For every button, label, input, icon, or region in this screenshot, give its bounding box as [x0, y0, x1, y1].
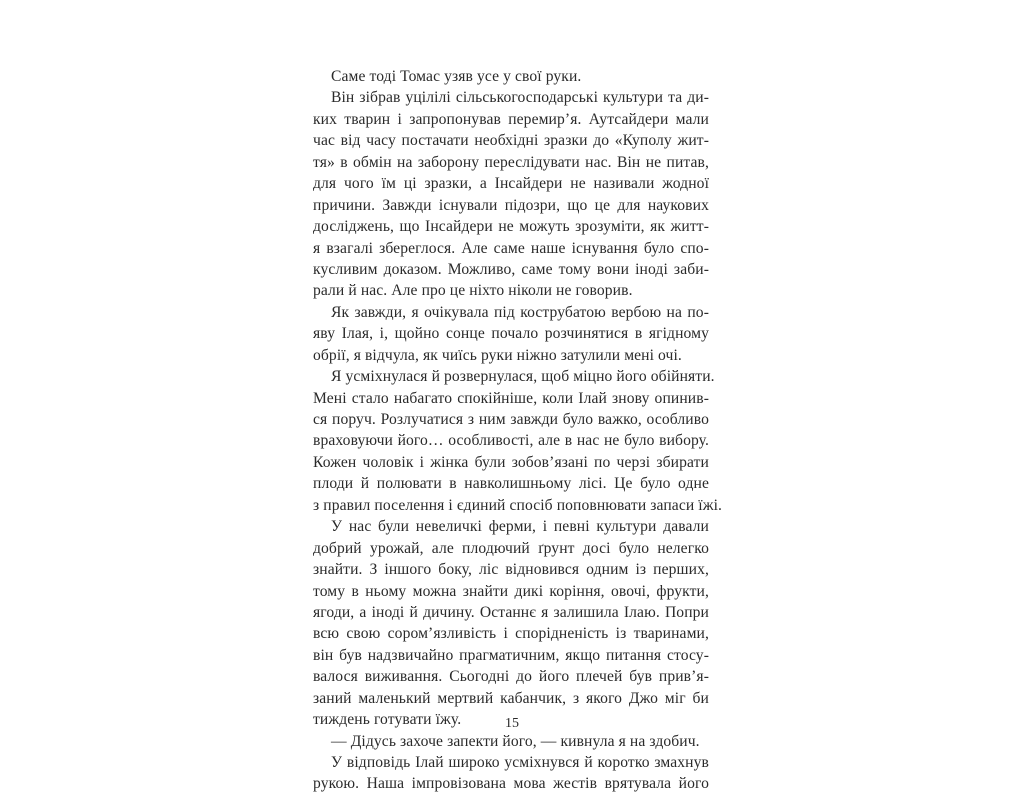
text-line: рукою. Наша імпровізована мова жестів врятувала його: [313, 775, 709, 793]
text-line: тому в ньому можна знайти дикі коріння, овочі, фрукти,: [313, 582, 709, 600]
text-line: досліджень, що Інсайдери не можуть зрозуміти, як житт-: [313, 218, 709, 236]
text-line: ягоди, а іноді й дичину. Останнє я залишила Ілаю. Попри: [313, 603, 709, 621]
text-line: ких тварин і запропонував перемир’я. Аутсайдери мали: [313, 110, 709, 128]
text-line: рали й нас. Але про це ніхто ніколи не говорив.: [313, 282, 633, 300]
text-line: Кожен чоловік і жінка були зобов’язані по черзі збирати: [313, 453, 709, 471]
text-line: час від часу постачати необхідні зразки до «Куполу жит-: [313, 132, 709, 150]
text-line: Він зібрав уцілілі сільськогосподарські культури та ди-: [331, 89, 709, 107]
text-line: з правил поселення і єдиний спосіб поповнювати запаси їжі.: [313, 496, 723, 514]
text-line: причини. Завжди існували підозри, що це для наукових: [313, 196, 709, 214]
text-line: для чого їм ці зразки, а Інсайдери не називали жодної: [313, 175, 709, 193]
text-line: всю свою сором’язливість і спорідненість із тваринами,: [313, 625, 709, 643]
text-line: заний маленький мертвий кабанчик, з якого Джо міг би: [313, 689, 709, 707]
text-line: У відповідь Ілай широко усміхнувся й коротко змахнув: [331, 754, 709, 771]
text-line: він був надзвичайно прагматичним, якщо питання стосу-: [313, 646, 709, 664]
text-line: добрий урожай, але плодючий ґрунт досі було нелегко: [313, 539, 709, 557]
text-line: враховуючи його… особливості, але в нас не було вибору.: [313, 432, 709, 450]
text-line: тя» в обмін на заборону переслідувати нас. Він не питав,: [313, 153, 709, 171]
text-line: тиждень готувати їжу.: [313, 711, 462, 729]
text-line: яву Ілая, і, щойно сонце почало розчинятися в ягідному: [313, 325, 709, 343]
text-line: обрії, я відчула, як чиїсь руки ніжно затулили мені очі.: [313, 346, 682, 364]
text-line: валося виживання. Сьогодні до його плечей був прив’я-: [313, 668, 709, 686]
text-line: Як завжди, я очікувала під кострубатою вербою на по-: [331, 303, 709, 321]
text-line: Саме тоді Томас узяв усе у свої руки.: [331, 68, 582, 85]
text-line: плоди й полювати в навколишньому лісі. Це було одне: [313, 475, 709, 493]
text-line: Я усміхнулася й розвернулася, щоб міцно його обійняти.: [331, 368, 715, 386]
text-line: Мені стало набагато спокійніше, коли Ілай знову опинив-: [313, 389, 709, 407]
page-number: 15: [505, 716, 519, 731]
text-line: У нас були невеличкі ферми, і певні культури давали: [331, 518, 709, 536]
text-line: — Дідусь захоче запекти його, — кивнула я на здобич.: [331, 732, 700, 750]
text-line: кусливим доказом. Можливо, саме тому вони іноді заби-: [313, 260, 709, 278]
text-line: я взагалі збереглося. Але саме наше існування було спо-: [313, 239, 709, 257]
text-line: знайти. З іншого боку, ліс відновився одним із перших,: [313, 561, 709, 579]
body-text: [313, 66, 723, 795]
text-line: ся поруч. Розлучатися з ним завжди було важко, особливо: [313, 411, 709, 428]
